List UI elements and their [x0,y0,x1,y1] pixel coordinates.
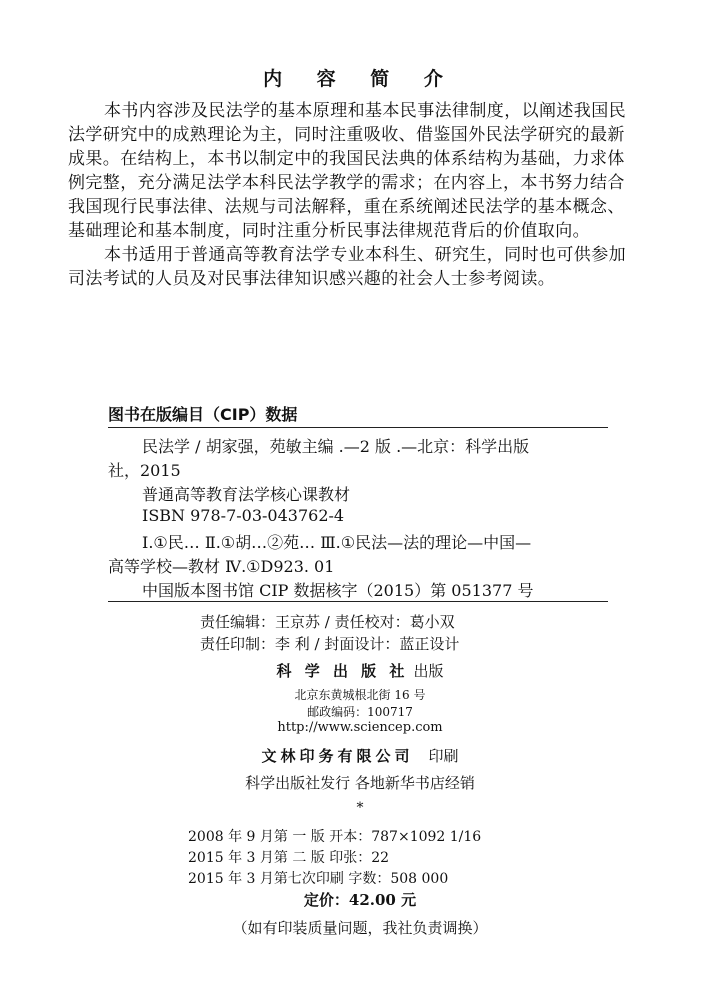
publisher-suffix: 出版 [413,662,444,680]
distribution-line: 科学出版社发行 各地新华书店经销 [245,774,475,792]
spec-line-2: 2015 年 3 月第 二 版 印张：22 [188,850,390,866]
price: 定价：42.00 元 [303,891,417,909]
cip-line-1: 民法学 / 胡家强，苑敏主编 .—2 版 .—北京：科学出版 [142,437,530,456]
cip-line-6: 高等学校—教材 Ⅳ.①D923. 01 [108,557,335,576]
publisher-name: 科 学 出 版 社 [276,662,409,680]
spec-line-3: 2015 年 3 月第七次印刷 字数：508 000 [188,871,449,887]
cip-line-5: Ⅰ.①民… Ⅱ.①胡…②苑… Ⅲ.①民法—法的理论—中国— [142,533,532,552]
cip-title: 图书在版编目（CIP）数据 [108,405,298,424]
summary-line-1: 本书内容涉及民法学的基本原理和基本民事法律制度，以阐述我国民 [104,101,626,121]
cip-top-rule [108,427,608,428]
summary-line-6: 基础理论和基本制度，同时注重分析民事法律规范背后的价值取向。 [68,221,590,241]
quality-notice: （如有印装质量问题，我社负责调换） [232,919,488,937]
separator-star: * [356,800,364,816]
editor-credit: 责任编辑：王京苏 / 责任校对：葛小双 [200,613,455,631]
cip-line-3: 普通高等教育法学核心课教材 [142,485,351,504]
printer-name: 文林印务有限公司 [261,747,414,765]
cip-line-7: 中国版本图书馆 CIP 数据核字（2015）第 051377 号 [142,581,534,600]
cip-bottom-rule [108,601,608,602]
summary-line-7: 本书适用于普通高等教育法学专业本科生、研究生，同时也可供参加 [104,245,626,265]
summary-line-3: 成果。在结构上，本书以制定中的我国民法典的体系结构为基础，力求体 [68,149,625,169]
publisher-address: 北京东黄城根北街 16 号 [294,688,426,702]
publisher-block [0,660,720,681]
production-credit: 责任印制：李 利 / 封面设计：蓝正设计 [200,635,460,653]
cip-line-4: ISBN 978-7-03-043762-4 [142,506,345,525]
summary-line-5: 我国现行民事法律、法规与司法解释，重在系统阐述民法学的基本概念、 [68,197,625,217]
summary-line-8: 司法考试的人员及对民事法律知识感兴趣的社会人士参考阅读。 [68,269,556,289]
summary-heading: 内 容 简 介 [263,68,457,90]
cip-line-2: 社，2015 [108,461,181,480]
printer-block [0,745,720,766]
publisher-postcode: 邮政编码：100717 [307,705,413,719]
summary-line-4: 例完整，充分满足法学本科民法学教学的需求；在内容上，本书努力结合 [68,173,625,193]
printer-suffix: 印刷 [428,747,459,765]
spec-line-1: 2008 年 9 月第 一 版 开本：787×1092 1/16 [188,829,482,845]
summary-line-2: 法学研究中的成熟理论为主，同时注重吸收、借鉴国外民法学研究的最新 [68,125,625,145]
publisher-website[interactable]: http://www.sciencep.com [277,720,443,735]
